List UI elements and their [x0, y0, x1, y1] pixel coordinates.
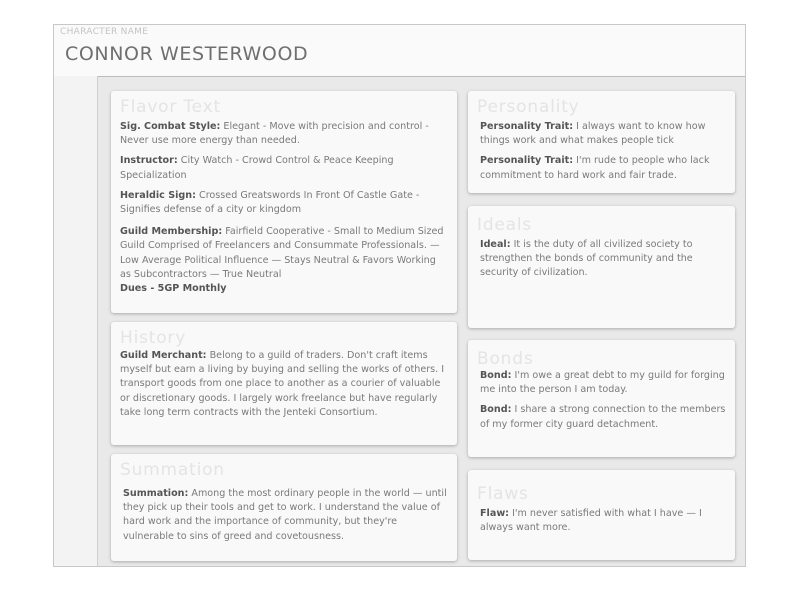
entry-text: I'm never satisfied with what I have — I always want more. [480, 508, 702, 534]
ideals-card[interactable] [468, 206, 735, 328]
personality-card[interactable] [468, 91, 735, 193]
flavor-text-title: Flavor Text [120, 97, 221, 117]
character-name-value[interactable]: CONNOR WESTERWOOD [65, 43, 309, 65]
entry-label: Summation: [123, 488, 189, 499]
entry-label: Flaw: [480, 508, 510, 519]
entry-text: City Watch - Crowd Control & Peace Keeping Specialization [120, 155, 394, 181]
bonds-entry [477, 403, 726, 431]
entry-label: Instructor: [120, 155, 178, 167]
ideals-title: Ideals [477, 215, 533, 235]
entry-text: Fairfield Cooperative - Small to Medium Sized Guild Comprised of Freelancers and Consummate Professionals. — Low Average Political Influence — Stays Neutral & Favors Working as Subcontractors — True Neutral [120, 226, 444, 280]
flavor-entry [120, 120, 448, 148]
flavor-entry [120, 154, 448, 182]
flaws-card[interactable] [468, 470, 735, 560]
entry-label: Guild Membership: [120, 226, 223, 238]
entry-text: Belong to a guild of traders. Don't craft items myself but earn a living by buying and selling the works of others. I transport goods from one place to another as a courier of valuable or discretionary goods. I largely work freelance but have regularly take long term contracts with the Jenteki Consortium. [120, 350, 445, 418]
entry-text: Crossed Greatswords In Front Of Castle Gate - Signifies defense of a city or kingdom [120, 189, 420, 216]
entry-label: Bond: [480, 370, 512, 381]
entry-text: I'm owe a great debt to my guild for forging me into the person I am today. [480, 370, 725, 396]
entry-text: I always want to know how things work and what makes people tick [480, 121, 706, 147]
entry-label: Bond: [480, 404, 512, 416]
entry-label: Personality Trait: [480, 155, 574, 167]
flaws-entry [477, 507, 726, 535]
character-name-label: CHARACTER NAME [60, 27, 149, 37]
history-card[interactable] [111, 322, 457, 445]
summation-title: Summation [120, 460, 225, 480]
entry-label: Guild Merchant: [120, 350, 207, 361]
personality-entry [477, 120, 726, 148]
character-sheet [53, 24, 746, 567]
entry-label: Heraldic Sign: [120, 189, 196, 201]
entry-text: I'm rude to people who lack commitment to hard work and fair trade. [480, 155, 710, 181]
bonds-title: Bonds [477, 349, 534, 369]
flavor-entry [120, 189, 448, 217]
history-entry [120, 349, 448, 420]
entry-text: Among the most ordinary people in the world — until they pick up their tools and get to work. I understand the value of hard work and the importance of community, but they're vulnerable to sins of greed and covetousness. [123, 488, 447, 542]
entry-text: Elegant - Move with precision and control - Never use more energy than needed. [120, 121, 429, 147]
bonds-entry [477, 369, 726, 397]
summation-entry [120, 487, 448, 544]
sheet-content [54, 34, 745, 566]
entry-label: Sig. Combat Style: [120, 121, 221, 132]
entry-label: Ideal: [480, 239, 511, 250]
bonds-card[interactable] [468, 340, 735, 457]
entry-label: Personality Trait: [480, 121, 574, 132]
history-title: History [120, 328, 187, 348]
flavor-entry [120, 225, 448, 296]
flaws-title: Flaws [477, 484, 529, 504]
personality-entry [477, 154, 726, 182]
entry-text: It is the duty of all civilized society to strengthen the bonds of community and the security of civilization. [480, 239, 693, 279]
flavor-text-card[interactable] [111, 91, 457, 313]
ideals-entry [477, 238, 726, 281]
personality-title: Personality [477, 97, 580, 117]
summation-card[interactable] [111, 454, 457, 561]
guild-dues: Dues - 5GP Monthly [120, 283, 227, 295]
entry-text: I share a strong connection to the members of my former city guard detachment. [480, 404, 726, 430]
